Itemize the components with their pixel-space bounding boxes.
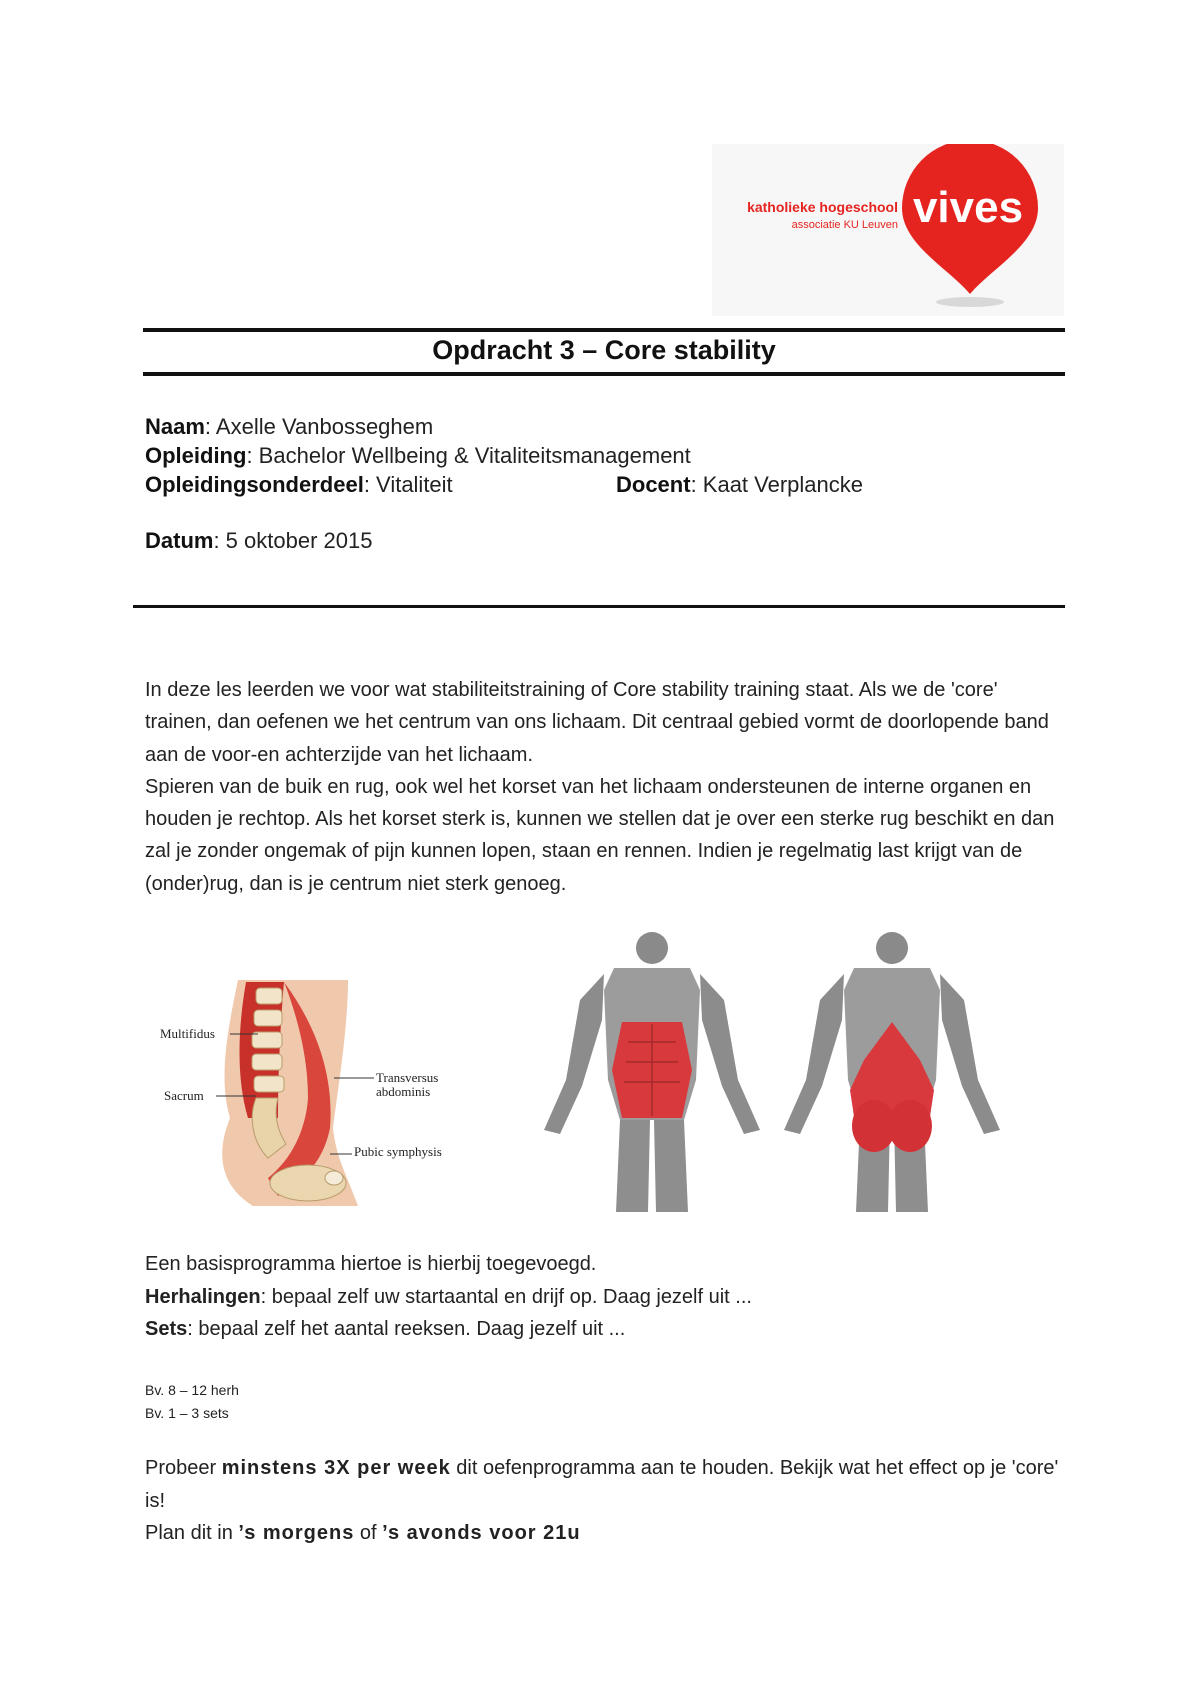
field-docent	[616, 472, 863, 498]
logo-line2: associatie KU Leuven	[791, 219, 898, 231]
title-bottom-rule	[143, 372, 1065, 376]
program-sets	[145, 1313, 1065, 1346]
field-onderdeel	[145, 472, 453, 498]
closing-f: of	[354, 1522, 383, 1544]
closing-c: dit oefenprogramma aan te houden. Bekijk wat het effect op je 'core' is!	[145, 1457, 1059, 1512]
logo-line1: katholieke hogeschool	[747, 199, 898, 215]
field-datum	[145, 528, 372, 554]
opleiding-value: : Bachelor Wellbeing & Vitaliteitsmanagement	[246, 443, 691, 468]
program-info	[145, 1248, 1065, 1346]
herhalingen-value: : bepaal zelf uw startaantal en drijf op. Daag jezelf uit ...	[260, 1285, 752, 1308]
naam-label: Naam	[145, 414, 205, 439]
closing-morning: ’s morgens	[238, 1522, 355, 1544]
title-top-rule	[143, 328, 1065, 332]
document-title: Opdracht 3 – Core stability	[432, 335, 776, 365]
sets-label: Sets	[145, 1318, 188, 1340]
datum-value: : 5 oktober 2015	[213, 528, 373, 553]
label-transversus-1: Transversus	[376, 1070, 439, 1085]
logo-brand: vives	[912, 183, 1024, 232]
closing-a: Probeer	[145, 1457, 222, 1479]
closing-line-1	[145, 1452, 1065, 1517]
label-pubic-symphysis: Pubic symphysis	[354, 1144, 442, 1159]
naam-value: : Axelle Vanbosseghem	[204, 414, 434, 439]
onderdeel-label: Opleidingsonderdeel	[145, 472, 364, 497]
field-opleiding	[145, 443, 691, 469]
opleiding-label: Opleiding	[145, 443, 247, 468]
intro-paragraph-1: In deze les leerden we voor wat stabiliteitstraining of Core stability training staat. Als we de 'core' trainen, dan oefenen we het centrum van ons lichaam. Dit centraal gebied vormt de doorlopende band aan de voor-en achterzijde van het lichaam.	[145, 679, 1049, 766]
closing-line-2	[145, 1517, 1065, 1550]
section-divider	[133, 605, 1065, 608]
label-transversus-2: abdominis	[376, 1084, 431, 1099]
herhalingen-label: Herhalingen	[145, 1285, 261, 1308]
program-intro: Een basisprogramma hiertoe is hierbij toegevoegd.	[145, 1253, 597, 1275]
label-sacrum: Sacrum	[164, 1088, 204, 1103]
vives-logo	[712, 144, 1064, 316]
intro-paragraph-2: Spieren van de buik en rug, ook wel het korset van het lichaam ondersteunen de interne organen en houden je rechtop. Als het korset sterk is, kunnen we stellen dat je over een sterke rug beschikt en dan zal je zonder ongemak of pijn kunnen lopen, staan en rennen. Indien je regelmatig last krijgt van de (onder)rug, dan is je centrum niet sterk genoeg.	[145, 775, 1055, 895]
docent-label: Docent	[616, 472, 691, 497]
label-multifidus: Multifidus	[160, 1026, 215, 1041]
field-naam	[145, 414, 433, 440]
example-reps: Bv. 8 – 12 herh	[145, 1382, 239, 1398]
intro-text	[145, 674, 1065, 900]
docent-value: : Kaat Verplancke	[690, 472, 864, 497]
onderdeel-value: : Vitaliteit	[363, 472, 453, 497]
program-herhalingen	[145, 1281, 1065, 1314]
closing-frequency: minstens 3X per week	[221, 1457, 451, 1479]
muscle-anatomy-image	[524, 930, 1020, 1212]
sets-value: : bepaal zelf het aantal reeksen. Daag jezelf uit ...	[187, 1318, 626, 1340]
spine-anatomy-image	[158, 968, 468, 1210]
closing-evening: ’s avonds voor 21u	[382, 1522, 581, 1544]
closing-d: Plan dit in	[145, 1522, 239, 1544]
closing-text	[145, 1452, 1065, 1550]
datum-label: Datum	[145, 528, 214, 553]
example-sets: Bv. 1 – 3 sets	[145, 1405, 229, 1421]
